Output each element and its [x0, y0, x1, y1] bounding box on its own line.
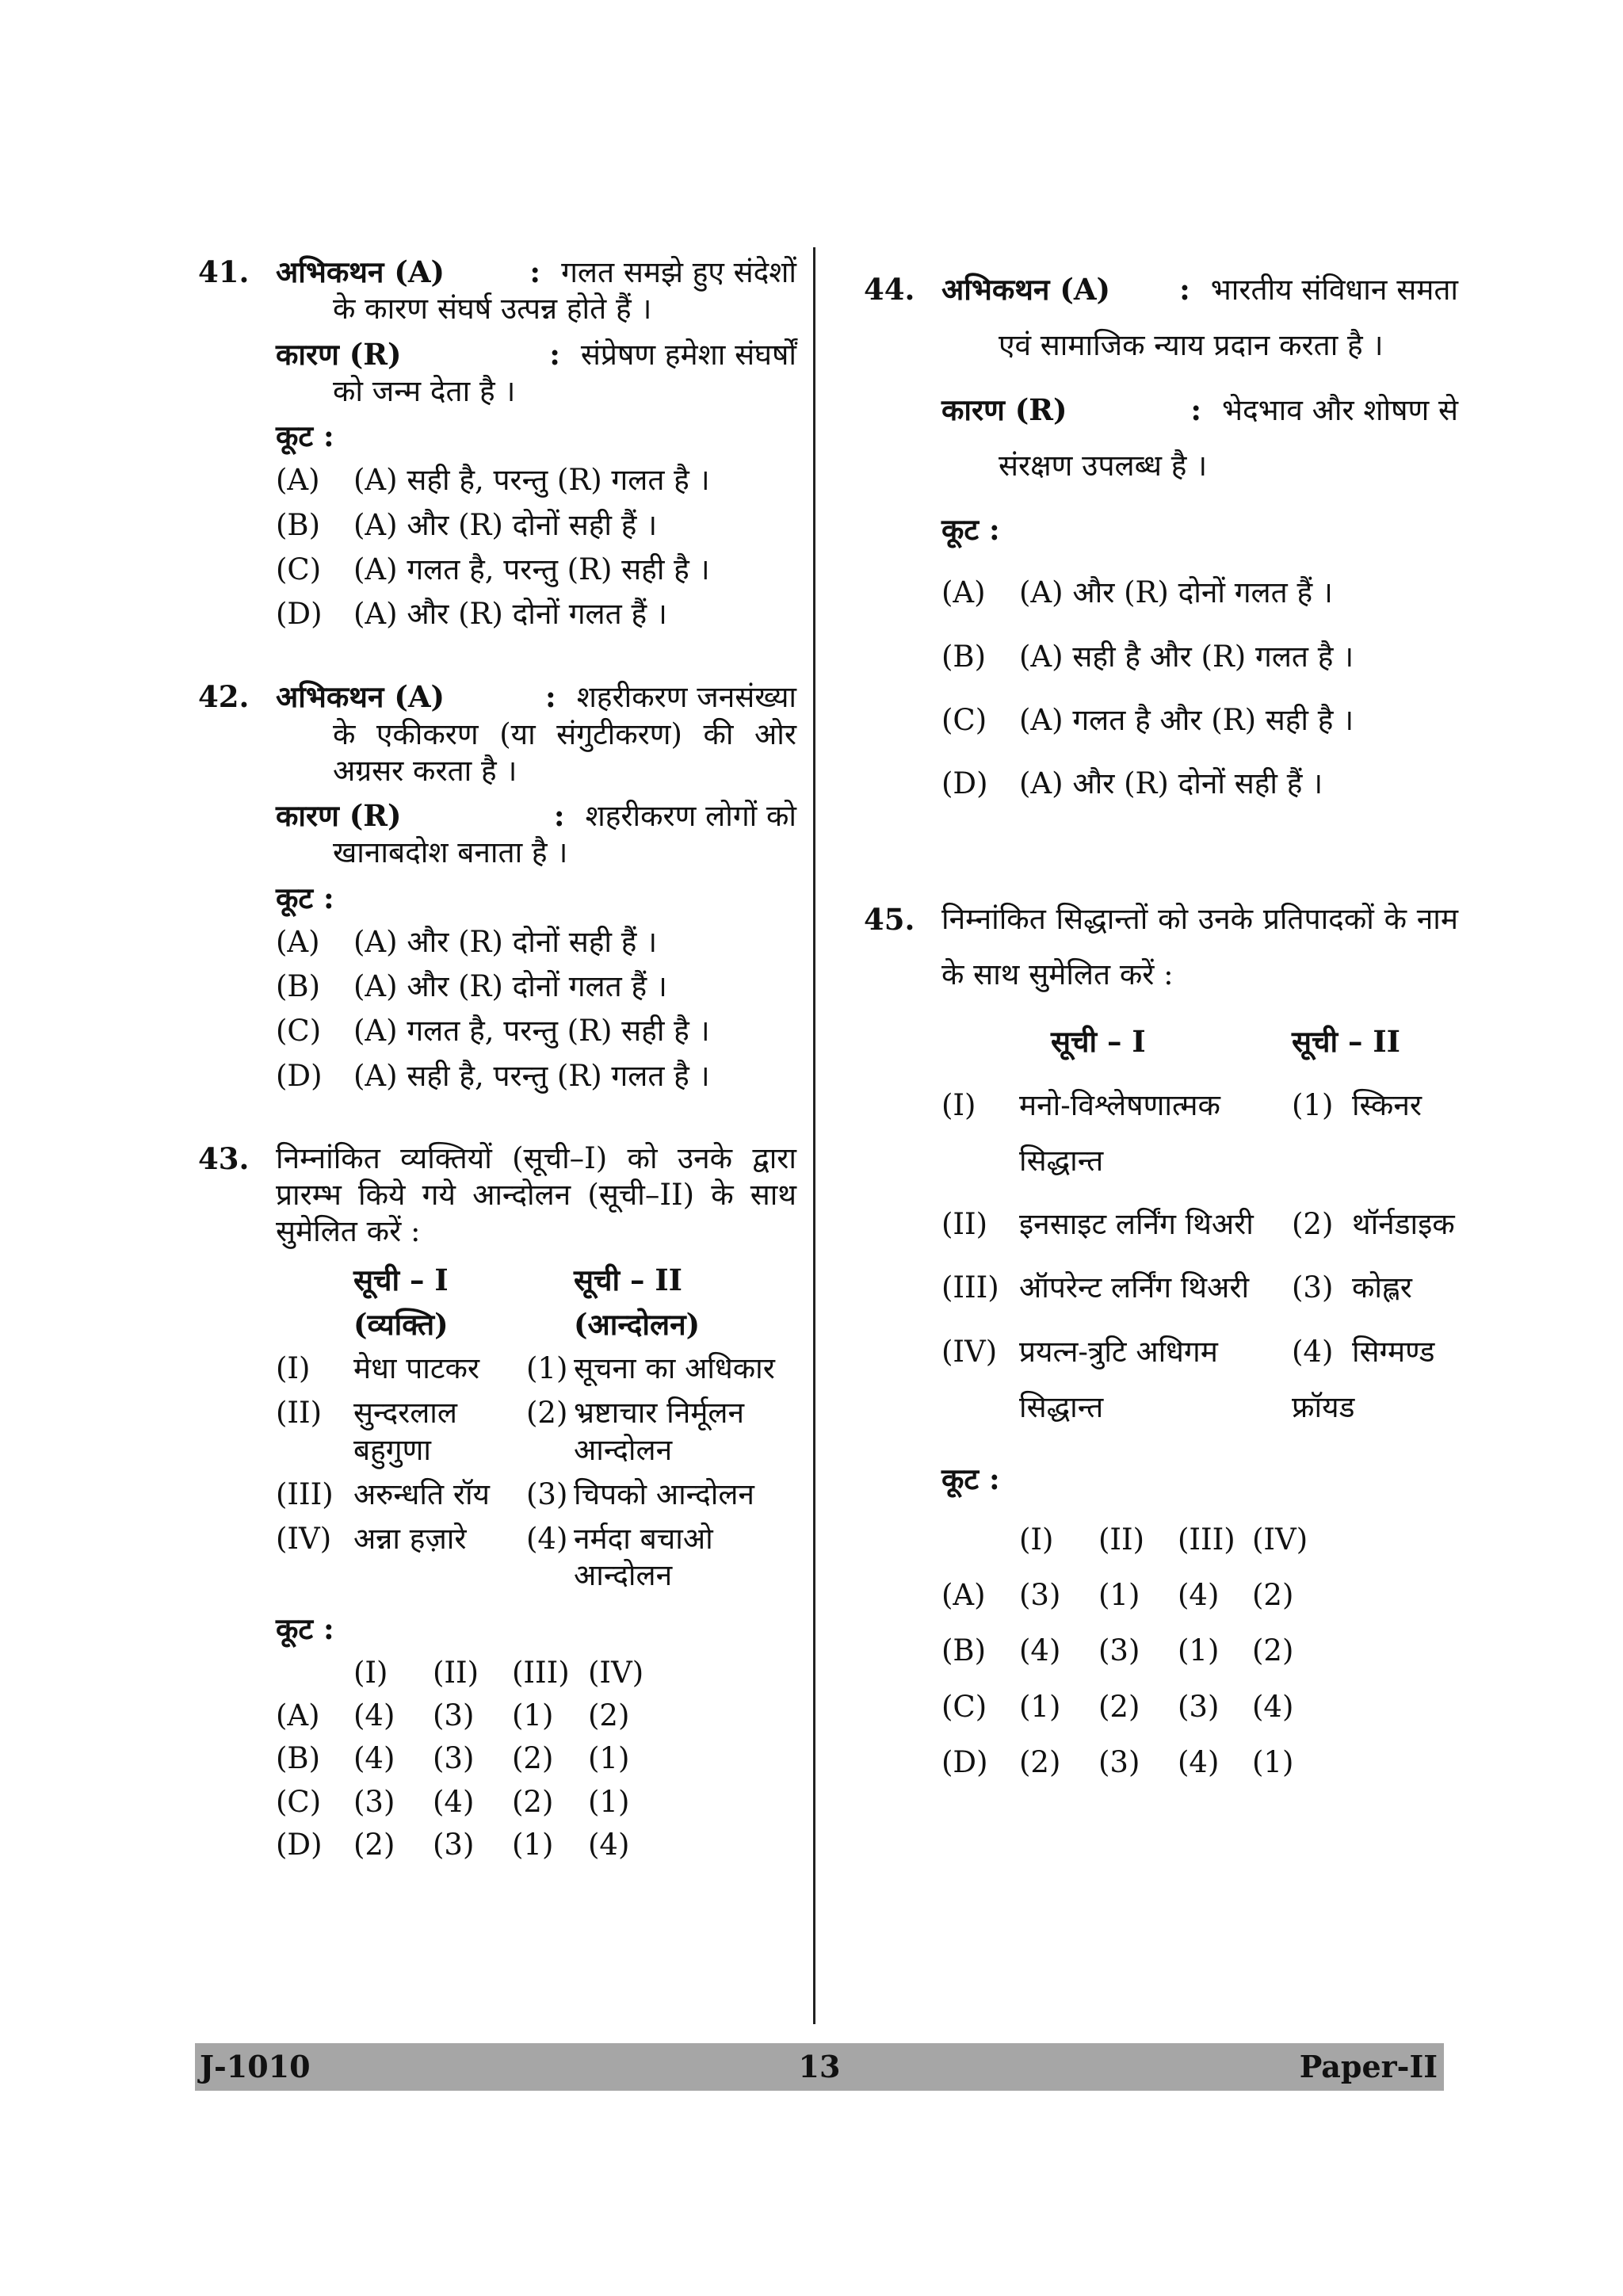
code-value: (2): [1252, 1577, 1294, 1612]
code-value: (4): [1178, 1744, 1220, 1779]
list2-item: नर्मदा बचाओ आन्दोलन: [574, 1522, 713, 1593]
list2-text: कोह्लर: [1351, 1270, 1412, 1305]
code-value: (4): [353, 1741, 395, 1776]
paper-code: J-1010: [200, 2049, 311, 2085]
option-key: (A): [276, 463, 320, 498]
row-key: (I): [941, 1087, 976, 1122]
list1-item: अन्ना हज़ारे: [353, 1522, 467, 1556]
option-key: (D): [276, 1058, 323, 1093]
reason-label: कारण (R): [276, 336, 402, 372]
left-column: [198, 254, 796, 1863]
option-key: (B): [276, 507, 321, 542]
list1-heading: सूची – I: [353, 1262, 449, 1297]
option-key: (C): [276, 1784, 322, 1819]
option-a[interactable]: [941, 565, 1458, 621]
list2-text: थॉर्नडाइक: [1351, 1207, 1455, 1242]
row-key: (4): [1292, 1334, 1334, 1369]
code-value: (4): [1019, 1633, 1061, 1668]
match-subheader: [276, 1306, 796, 1350]
assertion-text: भारतीय संविधान समता: [1210, 273, 1458, 307]
assertion-continuation: के एकीकरण (या संगुटीकरण) की ओर अग्रसर करता है ।: [333, 716, 796, 788]
match-row: [941, 1197, 1458, 1260]
option-key: (D): [941, 766, 988, 801]
row-key: (4): [526, 1522, 568, 1556]
option-text: (A) और (R) दोनों सही हैं ।: [353, 507, 658, 542]
question-43: [198, 1140, 796, 1863]
code-value: (3): [433, 1827, 475, 1862]
code-value: (1): [1178, 1633, 1220, 1668]
row-key: (II): [941, 1207, 988, 1242]
row-key: (III): [941, 1270, 999, 1305]
code-value: (3): [1098, 1633, 1140, 1668]
match-row: [276, 1521, 796, 1603]
code-col-head: (III): [1178, 1522, 1235, 1557]
match-row: [276, 1477, 796, 1521]
reason-label: कारण (R): [276, 798, 402, 833]
code-heading: कूट :: [276, 880, 334, 915]
assertion-row: [276, 254, 796, 291]
code-value: (2): [1019, 1744, 1061, 1779]
question-number: 41.: [198, 254, 250, 289]
list2-item: [1292, 1078, 1458, 1198]
reason-text: भेदभाव और शोषण से: [1222, 392, 1458, 427]
code-value: (1): [512, 1698, 554, 1733]
code-col-head: (I): [1019, 1522, 1054, 1557]
code-value: (4): [353, 1698, 395, 1733]
question-number: 42.: [198, 679, 250, 715]
reason-row: [276, 336, 796, 373]
code-header-row: [941, 1512, 1308, 1568]
list2-item: सूचना का अधिकार: [574, 1351, 775, 1385]
code-col-head: (IV): [588, 1655, 644, 1690]
colon: :: [549, 336, 560, 372]
colon: :: [529, 254, 541, 289]
row-key: (1): [1292, 1087, 1334, 1122]
right-column: [864, 262, 1458, 1790]
match-header: [276, 1262, 796, 1306]
option-key: (B): [941, 1633, 987, 1668]
option-key: (A): [941, 1577, 986, 1612]
list2-text: सिग्मण्ड फ्रॉयड: [1292, 1334, 1435, 1425]
list2-item: भ्रष्टाचार निर्मूलन आन्दोलन: [574, 1396, 745, 1467]
option-key: (A): [276, 924, 320, 959]
reason-row: [276, 797, 796, 835]
assertion-label: अभिकथन (A): [941, 272, 1111, 307]
row-key: (IV): [941, 1334, 998, 1369]
colon: :: [1179, 272, 1190, 307]
code-value: (2): [588, 1698, 630, 1733]
code-value: (4): [588, 1827, 630, 1862]
match-table: [276, 1262, 796, 1603]
option-key: (C): [276, 1014, 322, 1049]
assertion-continuation: के कारण संघर्ष उत्पन्न होते हैं ।: [333, 292, 652, 327]
option-key: (B): [276, 1741, 321, 1776]
code-option-d[interactable]: [276, 1827, 643, 1863]
list1-item: सुन्दरलाल बहुगुणा: [353, 1396, 457, 1467]
option-key: (D): [276, 597, 323, 631]
option-b[interactable]: [276, 507, 796, 544]
code-heading: कूट :: [941, 1461, 1000, 1497]
code-option-a[interactable]: [276, 1698, 643, 1740]
code-col-head: (III): [512, 1655, 570, 1690]
option-d[interactable]: [276, 1058, 796, 1095]
option-key: (A): [941, 575, 986, 610]
list2-item: [1292, 1197, 1458, 1260]
reason-label: कारण (R): [941, 392, 1067, 427]
question-number: 43.: [198, 1140, 250, 1176]
row-key: (1): [526, 1351, 568, 1385]
option-key: (A): [276, 1698, 320, 1733]
option-text: (A) सही है, परन्तु (R) गलत है ।: [353, 1058, 710, 1093]
code-col-head: (IV): [1252, 1522, 1308, 1557]
option-key: (B): [276, 969, 321, 1003]
code-col-head: (II): [433, 1655, 479, 1690]
option-text: (A) गलत है और (R) सही है ।: [1019, 703, 1354, 738]
code-value: (2): [1252, 1633, 1294, 1668]
list1-item: ऑपरेन्ट लर्निंग थिअरी: [1019, 1270, 1250, 1305]
assertion-row: [276, 678, 796, 716]
option-a[interactable]: [276, 924, 796, 961]
code-option-d[interactable]: [941, 1735, 1308, 1790]
question-number: 45.: [864, 901, 915, 937]
colon: :: [1190, 392, 1202, 427]
question-44: [864, 262, 1458, 812]
assertion-continuation: एवं सामाजिक न्याय प्रदान करता है ।: [999, 328, 1384, 363]
code-value: (1): [588, 1741, 630, 1776]
reason-text: शहरीकरण लोगों को: [585, 799, 796, 833]
list2-text: स्किनर: [1351, 1087, 1423, 1122]
code-value: (3): [1098, 1744, 1140, 1779]
match-row: [276, 1395, 796, 1477]
assertion-row: [941, 262, 1458, 318]
code-value: (2): [512, 1741, 554, 1776]
list1-item: मनो-विश्लेषणात्मक सिद्धान्त: [1019, 1087, 1220, 1178]
reason-row: [941, 382, 1458, 438]
question-42: [198, 678, 796, 1095]
code-heading: कूट :: [276, 1610, 334, 1646]
code-heading: कूट :: [941, 512, 1000, 548]
option-d[interactable]: [276, 596, 796, 632]
code-header-row: [276, 1655, 643, 1698]
code-value: (2): [512, 1784, 554, 1819]
code-value: (3): [353, 1784, 395, 1819]
option-text: (A) और (R) दोनों सही हैं ।: [353, 924, 658, 959]
row-key: (2): [1292, 1207, 1334, 1242]
code-value: (3): [1178, 1689, 1220, 1724]
list1-item: मेधा पाटकर: [353, 1351, 480, 1385]
code-col-head: (II): [1098, 1522, 1145, 1557]
colon: :: [545, 679, 556, 715]
row-key: (II): [276, 1396, 323, 1431]
list2-heading: सूची – II: [1292, 1024, 1400, 1060]
option-b[interactable]: [276, 968, 796, 1005]
option-c[interactable]: [276, 552, 796, 588]
assertion-text: शहरीकरण जनसंख्या: [576, 680, 796, 715]
list1-item: अरुन्धति रॉय: [353, 1477, 491, 1511]
question-number: 44.: [864, 272, 915, 307]
option-text: (A) गलत है, परन्तु (R) सही है ।: [353, 552, 710, 586]
row-key: (2): [526, 1396, 568, 1431]
question-text: निम्नांकित सिद्धान्तों को उनके प्रतिपादकों के नाम के साथ सुमेलित करें :: [941, 901, 1458, 991]
row-key: (IV): [276, 1522, 332, 1556]
column-divider: [813, 247, 815, 2024]
option-c[interactable]: [941, 693, 1458, 748]
code-value: (3): [433, 1741, 475, 1776]
row-key: (3): [1292, 1270, 1334, 1305]
code-option-b[interactable]: [941, 1623, 1308, 1679]
list2-item: [1292, 1324, 1458, 1444]
assertion-text: गलत समझे हुए संदेशों: [561, 255, 796, 289]
code-value: (3): [433, 1698, 475, 1733]
paper-label: Paper-II: [1299, 2049, 1438, 2085]
code-value: (1): [588, 1784, 630, 1819]
code-value: (1): [1252, 1744, 1294, 1779]
row-key: (III): [276, 1477, 334, 1511]
code-option-c[interactable]: [276, 1784, 643, 1827]
code-value: (1): [1098, 1577, 1140, 1612]
list1-item: प्रयत्न-त्रुटि अधिगम सिद्धान्त: [1019, 1334, 1218, 1425]
option-text: (A) और (R) दोनों गलत हैं ।: [353, 969, 667, 1003]
option-key: (D): [276, 1827, 323, 1862]
list1-heading: सूची – I: [1051, 1024, 1146, 1060]
code-value: (1): [1019, 1689, 1061, 1724]
option-key: (C): [941, 1689, 987, 1724]
code-value: (3): [1019, 1577, 1061, 1612]
code-value: (4): [1252, 1689, 1294, 1724]
option-b[interactable]: [941, 629, 1458, 685]
colon: :: [553, 798, 565, 833]
list1-item: इनसाइट लर्निंग थिअरी: [1019, 1207, 1254, 1242]
reason-text: संप्रेषण हमेशा संघर्षों: [580, 337, 796, 372]
option-text: (A) और (R) दोनों गलत हैं ।: [1019, 575, 1333, 610]
option-key: (C): [941, 703, 987, 738]
match-row: [941, 1324, 1458, 1444]
option-key: (C): [276, 552, 322, 586]
list2-subheading: (आन्दोलन): [574, 1306, 701, 1342]
code-table: [276, 1655, 643, 1863]
option-a[interactable]: [276, 462, 796, 499]
row-key: (I): [276, 1351, 311, 1385]
option-text: (A) और (R) दोनों सही हैं ।: [1019, 766, 1323, 801]
option-text: (A) और (R) दोनों गलत हैं ।: [353, 597, 667, 631]
code-value: (1): [512, 1827, 554, 1862]
code-value: (4): [1178, 1577, 1220, 1612]
code-table: [941, 1512, 1308, 1790]
option-text: (A) सही है, परन्तु (R) गलत है ।: [353, 463, 710, 498]
assertion-label: अभिकथन (A): [276, 679, 445, 715]
code-option-a[interactable]: [941, 1568, 1308, 1623]
row-key: (3): [526, 1477, 568, 1511]
code-value: (2): [1098, 1689, 1140, 1724]
match-row: [941, 1260, 1458, 1324]
match-row: [276, 1350, 796, 1395]
reason-continuation: खानाबदोश बनाता है ।: [333, 835, 568, 870]
option-key: (B): [941, 639, 987, 674]
question-text: निम्नांकित व्यक्तियों (सूची–I) को उनके द्वारा प्रारम्भ किये गये आन्दोलन (सूची–II) के साथ सुमेलित करें :: [276, 1140, 796, 1249]
option-key: (D): [941, 1744, 988, 1779]
match-table: [941, 1014, 1458, 1443]
assertion-label: अभिकथन (A): [276, 254, 445, 289]
code-option-b[interactable]: [276, 1740, 643, 1783]
option-c[interactable]: [276, 1013, 796, 1049]
code-heading: कूट :: [276, 418, 334, 453]
match-row: [941, 1078, 1458, 1198]
code-value: (4): [433, 1784, 475, 1819]
page-footer: [195, 2043, 1444, 2091]
match-header: [941, 1014, 1458, 1077]
page-number: 13: [798, 2049, 841, 2085]
option-d[interactable]: [941, 756, 1458, 812]
code-option-c[interactable]: [941, 1679, 1308, 1735]
reason-continuation: को जन्म देता है ।: [333, 373, 516, 408]
question-41: [198, 254, 796, 632]
list2-item: चिपको आन्दोलन: [574, 1477, 754, 1511]
list1-subheading: (व्यक्ति): [353, 1306, 449, 1342]
option-text: (A) गलत है, परन्तु (R) सही है ।: [353, 1014, 710, 1049]
reason-continuation: संरक्षण उपलब्ध है ।: [999, 448, 1208, 483]
code-value: (2): [353, 1827, 395, 1862]
question-45: [864, 892, 1458, 1790]
code-col-head: (I): [353, 1655, 388, 1690]
option-text: (A) सही है और (R) गलत है ।: [1019, 639, 1354, 674]
list2-item: [1292, 1260, 1458, 1324]
list2-heading: सूची – II: [574, 1262, 682, 1297]
